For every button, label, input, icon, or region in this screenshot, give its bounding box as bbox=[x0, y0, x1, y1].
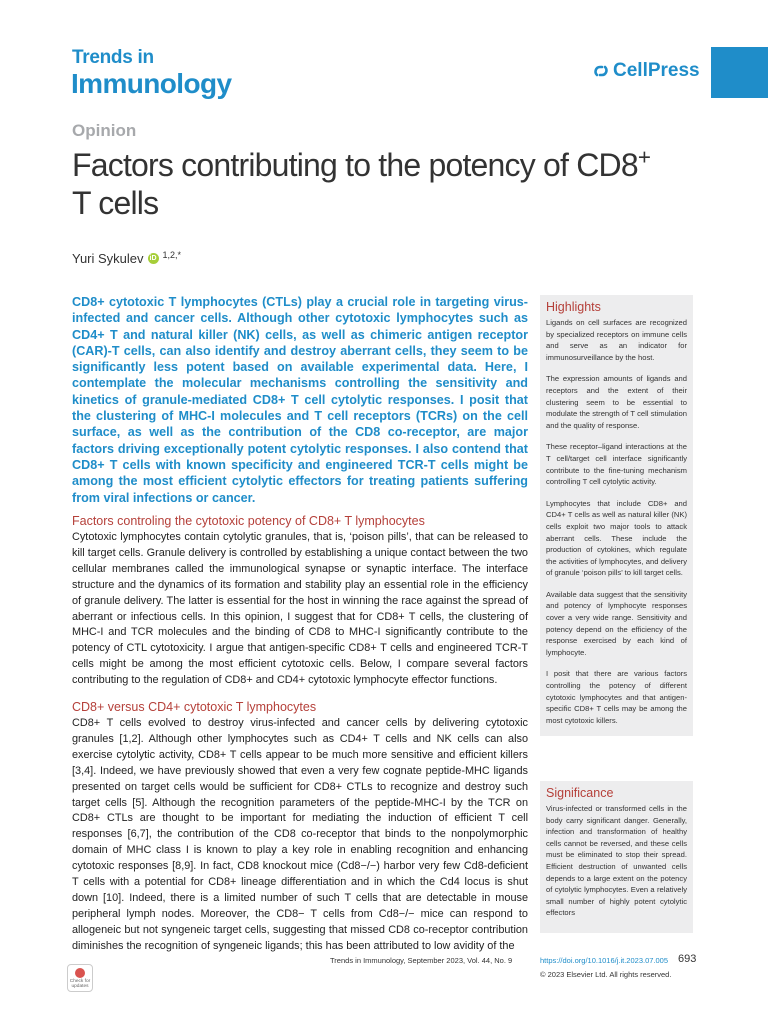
section-body-2 bbox=[72, 716, 528, 955]
publisher-name: CellPress bbox=[613, 60, 700, 81]
highlight-item: Available data suggest that the sensitivity and potency of lymphocyte responses cover a very wide range. Sensitivity and potency depend on the efficiency of the response exercised by each kind of lymphocyte. bbox=[546, 589, 687, 657]
badge-label: Check for updates bbox=[69, 978, 91, 989]
footer-citation: Trends in Immunology, September 2023, Vol. 44, No. 9 bbox=[330, 956, 513, 965]
section-heading-1: Factors controling the cytotoxic potency of CD8+ T lymphocytes bbox=[72, 514, 425, 528]
highlight-item: The expression amounts of ligands and receptors and the extent of their clustering seem to be essential to modulate the strength of T cell stimulation and the quality of response. bbox=[546, 374, 687, 430]
section-2-text: CD8+ T cells evolved to destroy virus-infected and cancer cells by delivering cytotoxic granules [1,2]. Although other lymphocytes such as CD4+ T cells and NK cells can also exercise cytolytic activity, CD8+ T cells appear to be much more sensitive and efficient killers [3,4]. Indeed, we have previously showed that even a very few cognate peptide-MHC ligands presented on target cells would be sufficient for CD8+ CTLs to recognize and destroy such target cells [5]. Although the recognition parameters of the peptide-MHC-I by the TCR on CD8+ CTLs are thought to be important for mediating the induction of efficient T cell responses [6,7], the contribution of the CD8 co-receptor that binds to the nonpolymorphic domain of MHC class I is known to play a key role in enabling recognition and enhancing cytotoxic responses [8,9]. In fact, CD8 knockout mice (Cd8−/−) harbor very few Cd8-deficient T cells with a potential for CD8+ lineage differentiation and in which the Cd4 locus is shut down [10]. Indeed, there is a limited number of such T cells that are detectable in mouse peripheral lymph nodes. Moreover, the CD8− T cells from Cd8−/− mice can respond to allogeneic but not syngeneic target cells, suggesting that missed CD8 co-receptor contribution diminishes the recognition of syngeneic ligands; this has been attributed to low avidity of the bbox=[72, 717, 528, 952]
cellpress-logo-icon bbox=[593, 63, 609, 79]
abstract-text: CD8+ cytotoxic T lymphocytes (CTLs) play a crucial role in targeting virus-infected and cancer cells. Although other cytotoxic lymphocytes such as CD4+ T and natural killer (NK) cells, as well as chimeric antigen receptor (CAR)-T cells, can also identify and destroy aberrant cells, they seem to be significantly less potent based on available experimental data. Here, I contemplate the molecular mechanisms controlling the sensitivity and kinetics of granule-mediated CD8+ T cell cytolytic responses. I posit that the clustering of MHC-I molecules and T cell receptors (TCRs) on the cell surface, as well as the contribution of the CD8 co-receptor, are major factors driving exceptionally potent cytolytic responses. I also contend that CD8+ T cells with known specificity and engineered TCR-T cells might be among the most efficient cytolytic effectors for treating patients suffering from viral infections or cancer. bbox=[72, 295, 528, 505]
journal-name-line2: Immunology bbox=[71, 68, 232, 99]
title-part-1: Factors contributing to the potency of CD8 bbox=[72, 147, 638, 183]
highlights-box bbox=[540, 295, 693, 736]
header-color-block bbox=[711, 47, 768, 98]
title-part-2: T cells bbox=[72, 185, 159, 221]
page-number: 693 bbox=[678, 953, 697, 965]
significance-heading: Significance bbox=[546, 786, 614, 800]
significance-text: Virus-infected or transformed cells in the body carry significant danger. Generally, infection and transformation of healthy cells cannot be reversed, and these cells must be eliminated to stop their spread. Efficient destruction of unwanted cells depends to a large extent on the potency of cytolytic lymphocytes. Even a relatively small number of highly potent cytolytic effectors bbox=[546, 804, 687, 918]
section-body-1 bbox=[72, 530, 528, 689]
highlight-item: Ligands on cell surfaces are recognized by specialized receptors on immune cells and serve as an indicator for immunosurveillance by the host. bbox=[546, 318, 687, 362]
footer-copyright: © 2023 Elsevier Ltd. All rights reserved. bbox=[540, 970, 672, 979]
significance-box bbox=[540, 781, 693, 933]
article-title bbox=[72, 146, 672, 222]
author-name[interactable]: Yuri Sykulev bbox=[72, 251, 144, 266]
article-type: Opinion bbox=[72, 121, 137, 140]
author-line: Yuri Sykulev iD $^{1,2,*}$ bbox=[72, 249, 182, 266]
title-superscript: + bbox=[637, 144, 651, 170]
section-heading-2: CD8+ versus CD4+ cytotoxic T lymphocytes bbox=[72, 700, 317, 714]
section-1-text: Cytotoxic lymphocytes contain cytolytic granules, that is, ‘poison pills’, that can be released to kill target cells. Granule delivery is controlled by establishing a unique contact between the two cellular membranes called the immunological synapse or synaptic interface. The interface structure and the dynamics of its formation and stability play an essential role in the efficiency of granule delivery. The latter is essential for the host in winning the race against the spread of aberrant or infectious cells. In this opinion, I suggest that for CD8+ T cells, the clustering of MHC-I and TCR molecules and the binding of CD8 to MHC-I significantly contribute to the potency of CTL cytotoxicity. I argue that antigen-specific CD8+ T cells and engineered TCR-T cells might be among the most efficient cytotoxic cells. Below, I compare several factors contributing to the regulation of CD8+ and CD4+ cytotoxic lymphocyte effector functions. bbox=[72, 531, 528, 687]
journal-name-line1: Trends in bbox=[72, 47, 154, 68]
abstract bbox=[72, 294, 528, 506]
highlights-heading: Highlights bbox=[546, 300, 601, 314]
check-for-updates-badge[interactable] bbox=[67, 964, 93, 992]
publisher-logo[interactable] bbox=[593, 60, 700, 82]
highlight-item: Lymphocytes that include CD8+ and CD4+ T cells as well as natural killer (NK) cells exploit two major tools to attack aberrant cells. These include the production of cytokines, which regulate the activities of lymphocytes, and delivery of granule ‘poison pills’ to kill target cells. bbox=[546, 498, 687, 578]
highlight-item: I posit that there are various factors controlling the potency of different cytotoxic lymphocytes and that antigen-specific CD8+ T cells may be among the most cytotoxic killers. bbox=[546, 669, 687, 725]
highlight-item: These receptor–ligand interactions at the T cell/target cell interface significantly contribute to the fine-tuning mechanism controlling T cell cytolytic activity. bbox=[546, 442, 687, 487]
footer-doi-link[interactable]: https://doi.org/10.1016/j.it.2023.07.005 bbox=[540, 956, 669, 965]
orcid-icon[interactable]: iD bbox=[149, 255, 157, 262]
update-check-icon bbox=[75, 968, 85, 978]
